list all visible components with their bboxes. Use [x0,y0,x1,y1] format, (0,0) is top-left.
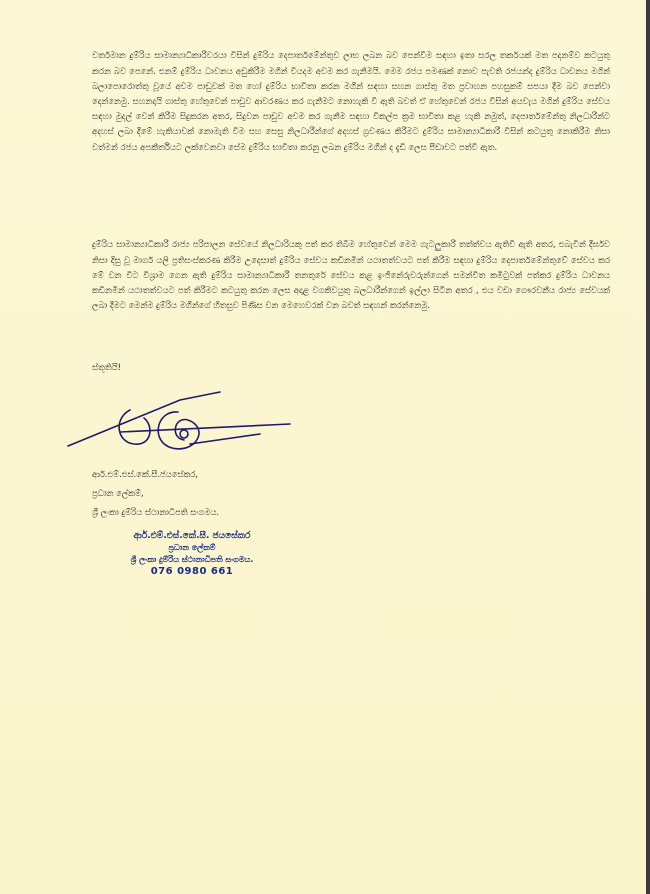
closing-text: ස්තූතියි! [92,362,122,372]
body-paragraph-1: වර්තමාන දුම්රිය සාමාන්‍යාධිකාරීවරයා විසින් දුම්රිය දෙපාර්තමේන්තුව ලාභ ලබන බව පෙන්වීම සඳහා ඉතා සරල තර්කයක් මත පදනම්ව කටයුතු කරන බව පෙනේ. එනම් දුම්රිය ධාවනය අඩුකිරීම මගින් වියදම අවම කර ගැනීමයි. මෙම රජය පමණක් නොව පැවති රජයන්ද දුම්රිය ධාවනය මගින් බලාපොරොත්තු වූයේ අවම පාඩුවක් මත හෝ දුම්රිය භාවිතා කරන මගීන් සඳහා සහන ගාස්තු මත ප්‍රවාහන පහසුකම් සපයා දීම බව පෙන්වා දෙන්නෙමු. සහනදායි ගාස්තු හේතුවෙන් පාඩුව ආවරණය කර ගැනීමට නොහැකි වී ඇති බවත් ඒ හේතුවෙන් රජය විසින් අයවැය මගින් දුම්රිය සේවය සඳහා මුදල් වෙන් කිරීම සිදුකරන අතර, සිදුවන පාඩුව අවම කර ගැනීම සඳහා විකල්ප ක්‍රම භාවිතා කළ හැකි නමුත්, දෙපාර්තමේන්තු නිලධාරීන්ට අදහස් ලබා දීමේ හැකියාවක් නොමැති වීම සහ සෙසු නිලධාරීන්ගේ අදහස් ග්‍රවණය කිරීමට දුම්රිය සාමාන්‍යාධිකාරී විසින් කටයුතු නොකිරීම නිසා වත්මන් රජය අපකීර්තියට ලක්වෙනවා සේම දුම්රිය භාවිතා කරනු ලබන දුම්රිය මගීන් ද දැඩි ලෙස පීඩාවට පත්වී ඇත. [92,50,610,152]
stamp-title: ප්‍රධාන ලේකම් [168,543,216,552]
body-paragraph-2: දුම්රිය සාමාන්‍යාධිකාරී රාජ්‍ය පරිපාලන සේවයේ නිලධාරියකු පත් කර තිබීම හේතුවෙන් මෙම ගැටලුකාරී තත්ත්වය ඇතිවී ඇති අතර, එබැවින් දීර්ඝව නිසා දිසු වූ මාර්ග යලි ප්‍රතිසංස්කරණ කිරීම උදෙසාත් දුම්රිය සේවය කඩිනමින් යථාතත්වයට පත් කිරීම සඳහා දුම්රිය දෙපාර්තමේන්තුවේ සේවය කර මේ වන විට විශ්‍රාම ගෙන ඇති දුම්රිය සාමාන්‍යාධිකාරී තනතුරේ සේවය කළ ඉංජිනේරුවරුන්ගෙන් සමන්විත කමිටුවක් පත්කර දුම්රිය ධාවනය කඩිනමින් යථාතත්වයට පත් කිරීමට කටයුතු කරන ලෙස අදාළ වගකිවයුතු බලධාරීන්ගෙන් ඉල්ලා සිටින අතර , එය වඩා ගෞරවනීය රාජ්‍ය සේවයක් ලබා දීමට මෙන්ම දුම්රිය මගීන්ගේ හිතසුව පිණිස වන මෙහෙවරක් වන බවත් සඳහන් කරන්නෙමු. [92,239,610,311]
stamp-name: ආර්.එම්.එස්.කේ.සී. ජයසේකර [133,531,251,541]
signatory-title: ප්‍රධාන ලේකම්, [92,488,144,498]
signatory-name: ආර්.එම්.එස්.කේ.සී.ජයසේකර, [92,469,198,479]
stamp-organization: ශ්‍රී ලංකා දුම්රිය ස්ථානාධිපති සංගමය. [130,555,254,564]
handwritten-signature [60,382,300,462]
signatory-organization: ශ්‍රී ලංකා දුම්රිය ස්ථානාධිපති සංගමය. [92,507,220,517]
rubber-stamp [108,530,276,578]
stamp-phone: 076 0980 661 [150,566,234,577]
